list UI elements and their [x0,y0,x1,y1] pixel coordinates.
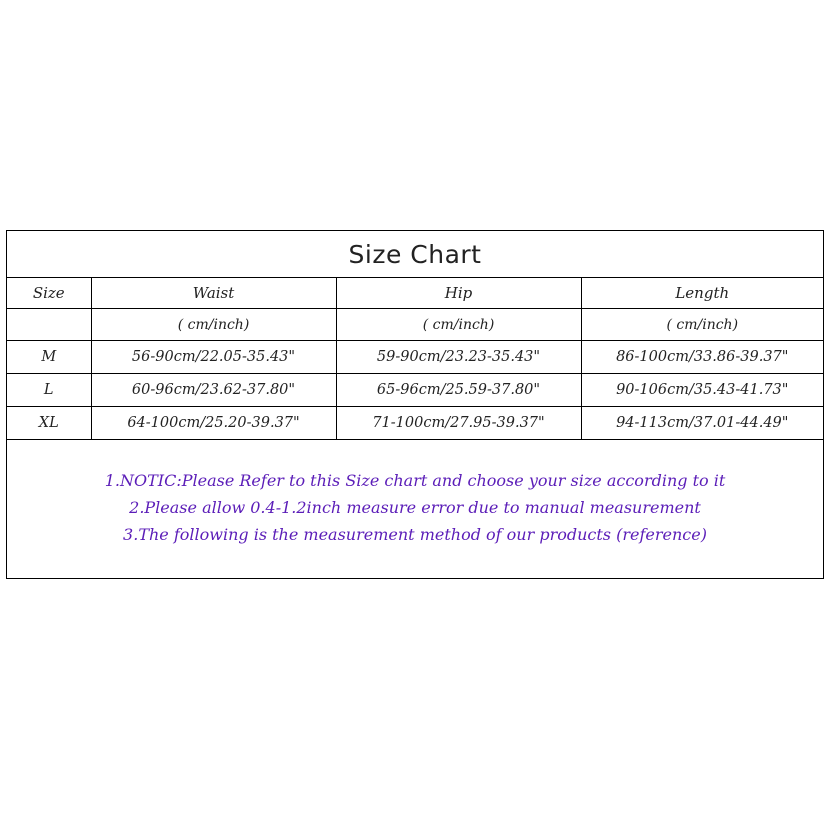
waist-cell: 64-100cm/25.20-39.37" [91,407,336,440]
header-hip: Hip [336,278,581,309]
unit-hip: ( cm/inch) [336,309,581,341]
header-waist: Waist [91,278,336,309]
size-chart [6,230,824,579]
length-cell: 90-106cm/35.43-41.73" [581,374,823,407]
waist-cell: 60-96cm/23.62-37.80" [91,374,336,407]
waist-cell: 56-90cm/22.05-35.43" [91,341,336,374]
notes-block [7,467,823,548]
table-row [7,374,823,407]
size-cell: M [7,341,91,374]
hip-cell: 65-96cm/25.59-37.80" [336,374,581,407]
header-size: Size [7,278,91,309]
unit-size [7,309,91,341]
note-line: 2.Please allow 0.4-1.2inch measure error due to manual measurement [129,498,701,517]
length-cell: 94-113cm/37.01-44.49" [581,407,823,440]
chart-title: Size Chart [7,231,823,278]
unit-length: ( cm/inch) [581,309,823,341]
note-line: 3.The following is the measurement method of our products (reference) [123,525,707,544]
unit-row [7,309,823,341]
header-row [7,278,823,309]
unit-waist: ( cm/inch) [91,309,336,341]
size-cell: L [7,374,91,407]
size-table [7,278,823,440]
size-cell: XL [7,407,91,440]
header-length: Length [581,278,823,309]
table-row [7,341,823,374]
note-line: 1.NOTIC:Please Refer to this Size chart and choose your size according to it [104,471,726,490]
table-row [7,407,823,440]
hip-cell: 59-90cm/23.23-35.43" [336,341,581,374]
length-cell: 86-100cm/33.86-39.37" [581,341,823,374]
hip-cell: 71-100cm/27.95-39.37" [336,407,581,440]
